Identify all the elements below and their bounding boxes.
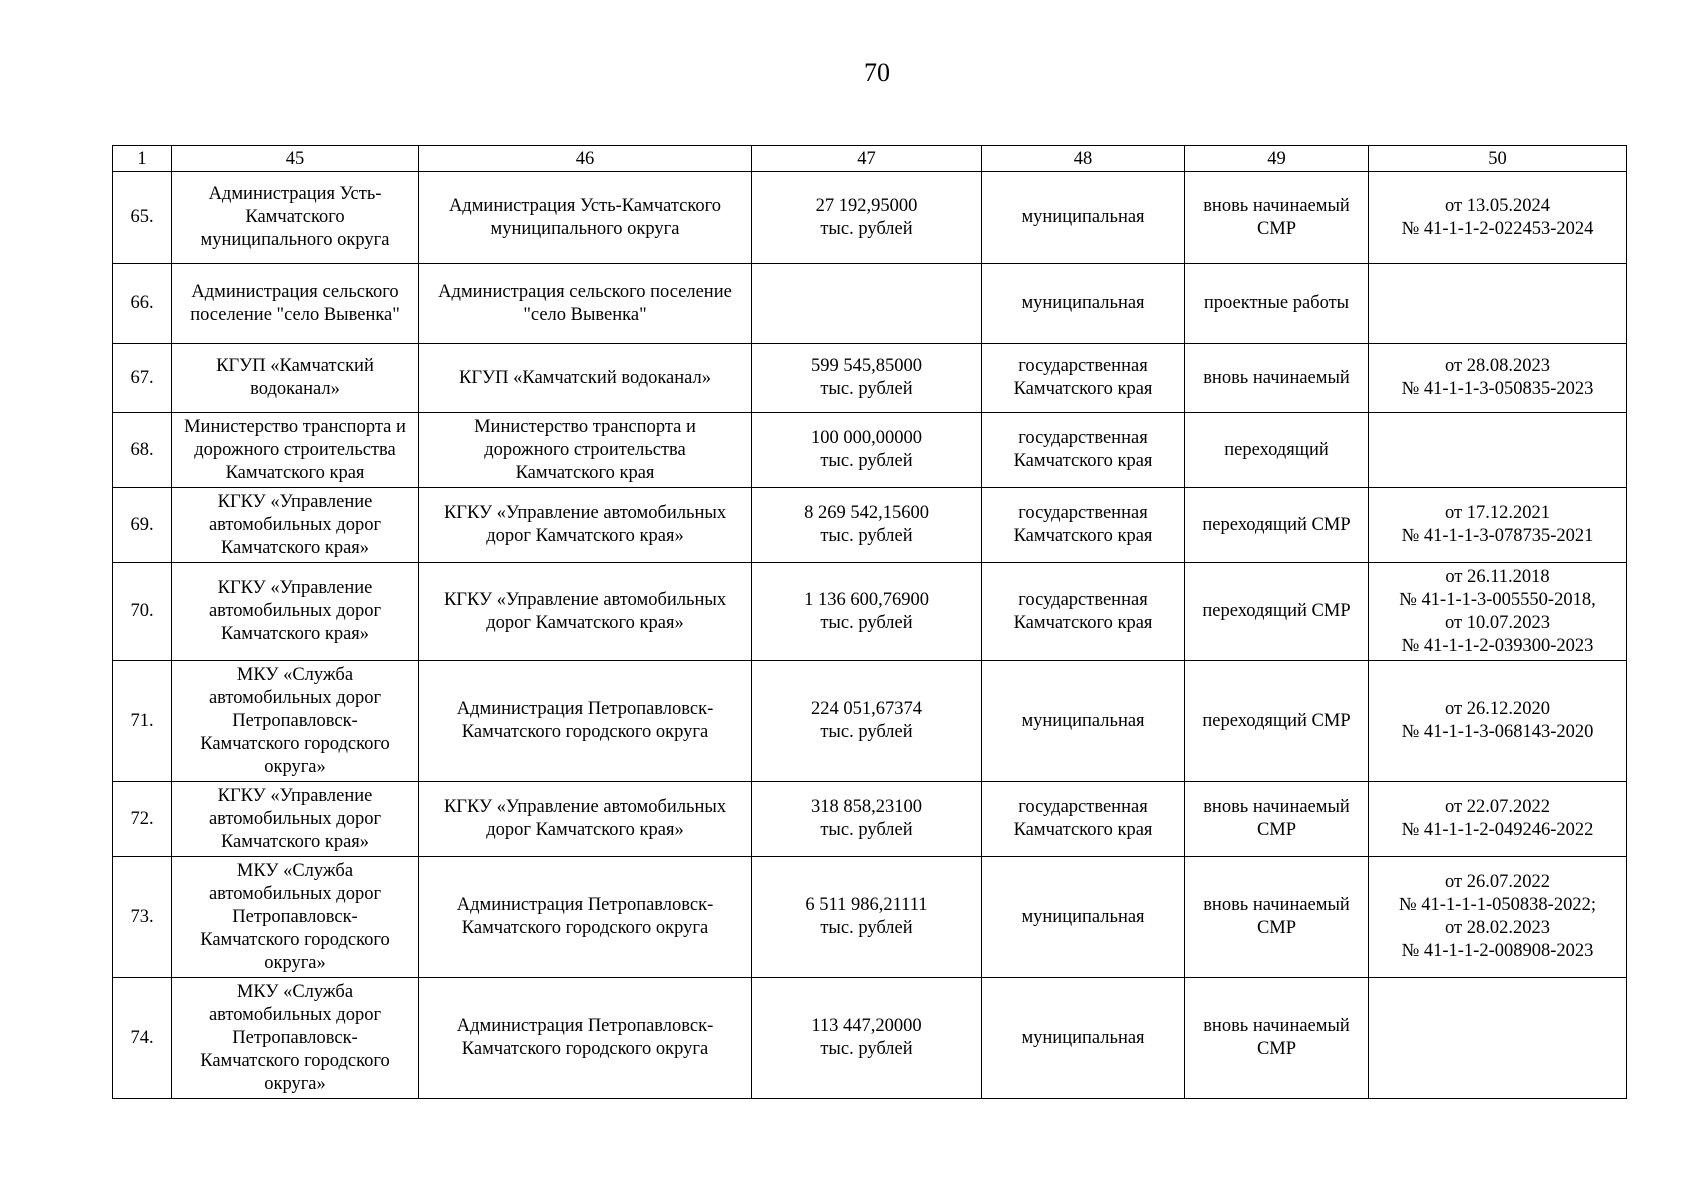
ownership-cell: государственная Камчатского края: [982, 344, 1185, 413]
conclusion-cell: [1369, 264, 1627, 344]
row-number: 69.: [113, 488, 172, 563]
conclusion-cell: от 26.12.2020 № 41-1-1-3-068143-2020: [1369, 661, 1627, 782]
developer-cell: КГКУ «Управление автомобильных дорог Камчатского края»: [172, 563, 419, 661]
cost-cell: 6 511 986,21111 тыс. рублей: [752, 857, 982, 978]
conclusion-cell: [1369, 413, 1627, 488]
table-row: [113, 344, 1627, 413]
work-type-cell: вновь начинаемый СМР: [1185, 172, 1369, 264]
conclusion-cell: от 26.07.2022 № 41-1-1-1-050838-2022; от 28.02.2023 № 41-1-1-2-008908-2023: [1369, 857, 1627, 978]
row-number: 66.: [113, 264, 172, 344]
row-number: 65.: [113, 172, 172, 264]
conclusion-cell: от 17.12.2021 № 41-1-1-3-078735-2021: [1369, 488, 1627, 563]
row-number: 68.: [113, 413, 172, 488]
conclusion-cell: от 22.07.2022 № 41-1-1-2-049246-2022: [1369, 782, 1627, 857]
table-row: [113, 413, 1627, 488]
cost-cell: 224 051,67374 тыс. рублей: [752, 661, 982, 782]
customer-cell: КГКУ «Управление автомобильных дорог Камчатского края»: [419, 782, 752, 857]
cost-cell: 318 858,23100 тыс. рублей: [752, 782, 982, 857]
table-row: [113, 661, 1627, 782]
cost-cell: [752, 264, 982, 344]
table-row: [113, 172, 1627, 264]
ownership-cell: муниципальная: [982, 661, 1185, 782]
table-row: [113, 857, 1627, 978]
developer-cell: МКУ «Служба автомобильных дорог Петропавловск- Камчатского городского округа»: [172, 978, 419, 1099]
column-number: 1: [113, 146, 172, 172]
customer-cell: Администрация сельского поселение "село Вывенка": [419, 264, 752, 344]
ownership-cell: муниципальная: [982, 264, 1185, 344]
developer-cell: Администрация Усть- Камчатского муниципального округа: [172, 172, 419, 264]
customer-cell: КГКУ «Управление автомобильных дорог Камчатского края»: [419, 563, 752, 661]
customer-cell: Министерство транспорта и дорожного строительства Камчатского края: [419, 413, 752, 488]
ownership-cell: муниципальная: [982, 857, 1185, 978]
column-number: 50: [1369, 146, 1627, 172]
customer-cell: КГУП «Камчатский водоканал»: [419, 344, 752, 413]
developer-cell: КГКУ «Управление автомобильных дорог Камчатского края»: [172, 488, 419, 563]
cost-cell: 599 545,85000 тыс. рублей: [752, 344, 982, 413]
work-type-cell: вновь начинаемый СМР: [1185, 857, 1369, 978]
customer-cell: КГКУ «Управление автомобильных дорог Камчатского края»: [419, 488, 752, 563]
table-row: [113, 488, 1627, 563]
conclusion-cell: от 28.08.2023 № 41-1-1-3-050835-2023: [1369, 344, 1627, 413]
developer-cell: МКУ «Служба автомобильных дорог Петропавловск- Камчатского городского округа»: [172, 857, 419, 978]
table-row: [113, 782, 1627, 857]
row-number: 73.: [113, 857, 172, 978]
table-row: [113, 563, 1627, 661]
work-type-cell: переходящий СМР: [1185, 661, 1369, 782]
page-number: 70: [864, 58, 890, 87]
ownership-cell: государственная Камчатского края: [982, 413, 1185, 488]
work-type-cell: вновь начинаемый СМР: [1185, 782, 1369, 857]
data-table: [112, 145, 1627, 1099]
column-number: 45: [172, 146, 419, 172]
customer-cell: Администрация Усть-Камчатского муниципального округа: [419, 172, 752, 264]
cost-cell: 27 192,95000 тыс. рублей: [752, 172, 982, 264]
work-type-cell: переходящий СМР: [1185, 488, 1369, 563]
developer-cell: МКУ «Служба автомобильных дорог Петропавловск- Камчатского городского округа»: [172, 661, 419, 782]
developer-cell: КГУП «Камчатский водоканал»: [172, 344, 419, 413]
ownership-cell: муниципальная: [982, 172, 1185, 264]
row-number: 74.: [113, 978, 172, 1099]
conclusion-cell: от 26.11.2018 № 41-1-1-3-005550-2018, от 10.07.2023 № 41-1-1-2-039300-2023: [1369, 563, 1627, 661]
customer-cell: Администрация Петропавловск- Камчатского городского округа: [419, 857, 752, 978]
table-row: [113, 264, 1627, 344]
work-type-cell: вновь начинаемый СМР: [1185, 978, 1369, 1099]
row-number: 71.: [113, 661, 172, 782]
row-number: 70.: [113, 563, 172, 661]
work-type-cell: переходящий: [1185, 413, 1369, 488]
column-number: 49: [1185, 146, 1369, 172]
developer-cell: Администрация сельского поселение "село Вывенка": [172, 264, 419, 344]
column-number: 46: [419, 146, 752, 172]
ownership-cell: государственная Камчатского края: [982, 488, 1185, 563]
column-number: 47: [752, 146, 982, 172]
work-type-cell: переходящий СМР: [1185, 563, 1369, 661]
conclusion-cell: [1369, 978, 1627, 1099]
row-number: 72.: [113, 782, 172, 857]
ownership-cell: муниципальная: [982, 978, 1185, 1099]
developer-cell: Министерство транспорта и дорожного строительства Камчатского края: [172, 413, 419, 488]
customer-cell: Администрация Петропавловск- Камчатского городского округа: [419, 661, 752, 782]
developer-cell: КГКУ «Управление автомобильных дорог Камчатского края»: [172, 782, 419, 857]
work-type-cell: проектные работы: [1185, 264, 1369, 344]
cost-cell: 100 000,00000 тыс. рублей: [752, 413, 982, 488]
ownership-cell: государственная Камчатского края: [982, 563, 1185, 661]
customer-cell: Администрация Петропавловск- Камчатского городского округа: [419, 978, 752, 1099]
column-number: 48: [982, 146, 1185, 172]
column-number-row: [113, 146, 1627, 172]
cost-cell: 8 269 542,15600 тыс. рублей: [752, 488, 982, 563]
ownership-cell: государственная Камчатского края: [982, 782, 1185, 857]
row-number: 67.: [113, 344, 172, 413]
table-row: [113, 978, 1627, 1099]
cost-cell: 113 447,20000 тыс. рублей: [752, 978, 982, 1099]
cost-cell: 1 136 600,76900 тыс. рублей: [752, 563, 982, 661]
conclusion-cell: от 13.05.2024 № 41-1-1-2-022453-2024: [1369, 172, 1627, 264]
work-type-cell: вновь начинаемый: [1185, 344, 1369, 413]
